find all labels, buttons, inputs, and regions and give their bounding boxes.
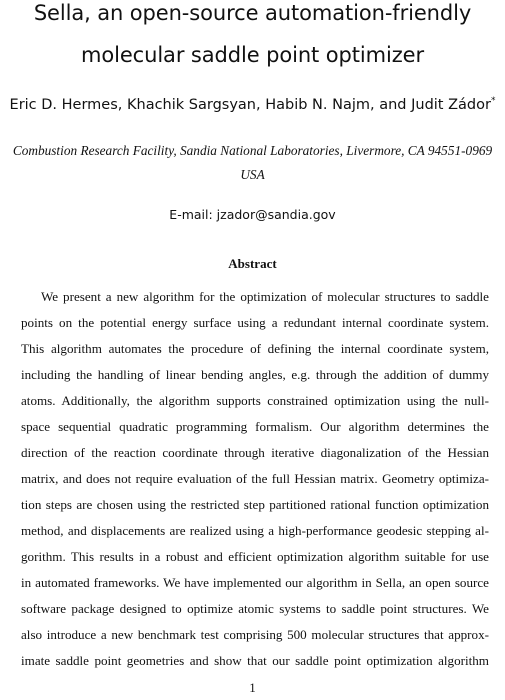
abstract-heading: Abstract	[228, 256, 277, 271]
abstract-line: software package designed to optimize atomic systems to saddle point structures. We	[21, 601, 489, 616]
contact-email: E-mail: jzador@sandia.gov	[169, 207, 336, 222]
corresponding-author-mark: *	[490, 96, 496, 107]
abstract-line: atoms. Additionally, the algorithm supports constrained optimization using the null-	[21, 393, 489, 408]
paper-title-line-1: Sella, an open-source automation-friendly	[33, 1, 472, 25]
abstract-line: including the handling of linear bending angles, e.g. through the addition of dummy	[21, 367, 489, 382]
author-list	[0, 97, 505, 113]
abstract-line: space sequential quadratic programming formalism. Our algorithm determines the	[21, 419, 489, 434]
affiliation-line-1: Combustion Research Facility, Sandia National Laboratories, Livermore, CA 94551-0969	[12, 143, 493, 158]
abstract-line: also introduce a new benchmark test comprising 500 molecular structures that approx-	[21, 627, 489, 642]
abstract-line: We present a new algorithm for the optimization of molecular structures to saddle	[41, 289, 489, 304]
affiliation-line-2: USA	[240, 167, 265, 182]
abstract-line: method, and displacements are realized using a high-performance geodesic stepping al-	[21, 523, 489, 538]
page-number: 1	[249, 680, 256, 695]
abstract-line: tion steps are chosen using the restricted step partitioned rational function optimization	[21, 497, 489, 512]
paper-title-line-2: molecular saddle point optimizer	[81, 43, 424, 67]
author-names: Eric D. Hermes, Khachik Sargsyan, Habib N. Najm, and Judit Zádor	[9, 97, 491, 113]
abstract-line: This algorithm automates the procedure of defining the internal coordinate system,	[21, 341, 489, 356]
abstract-line: in automated frameworks. We have implemented our algorithm in Sella, an open source	[21, 575, 489, 590]
abstract-line: points on the potential energy surface using a redundant internal coordinate system.	[21, 315, 489, 330]
abstract-line: gorithm. This results in a robust and efficient optimization algorithm suitable for use	[21, 549, 489, 564]
abstract-line: matrix, and does not require evaluation of the full Hessian matrix. Geometry optimiza-	[21, 471, 489, 486]
abstract-line: direction of the reaction coordinate through iterative diagonalization of the Hessian	[21, 445, 489, 460]
abstract-line: imate saddle point geometries and show that our saddle point optimization algorithm	[21, 653, 489, 668]
